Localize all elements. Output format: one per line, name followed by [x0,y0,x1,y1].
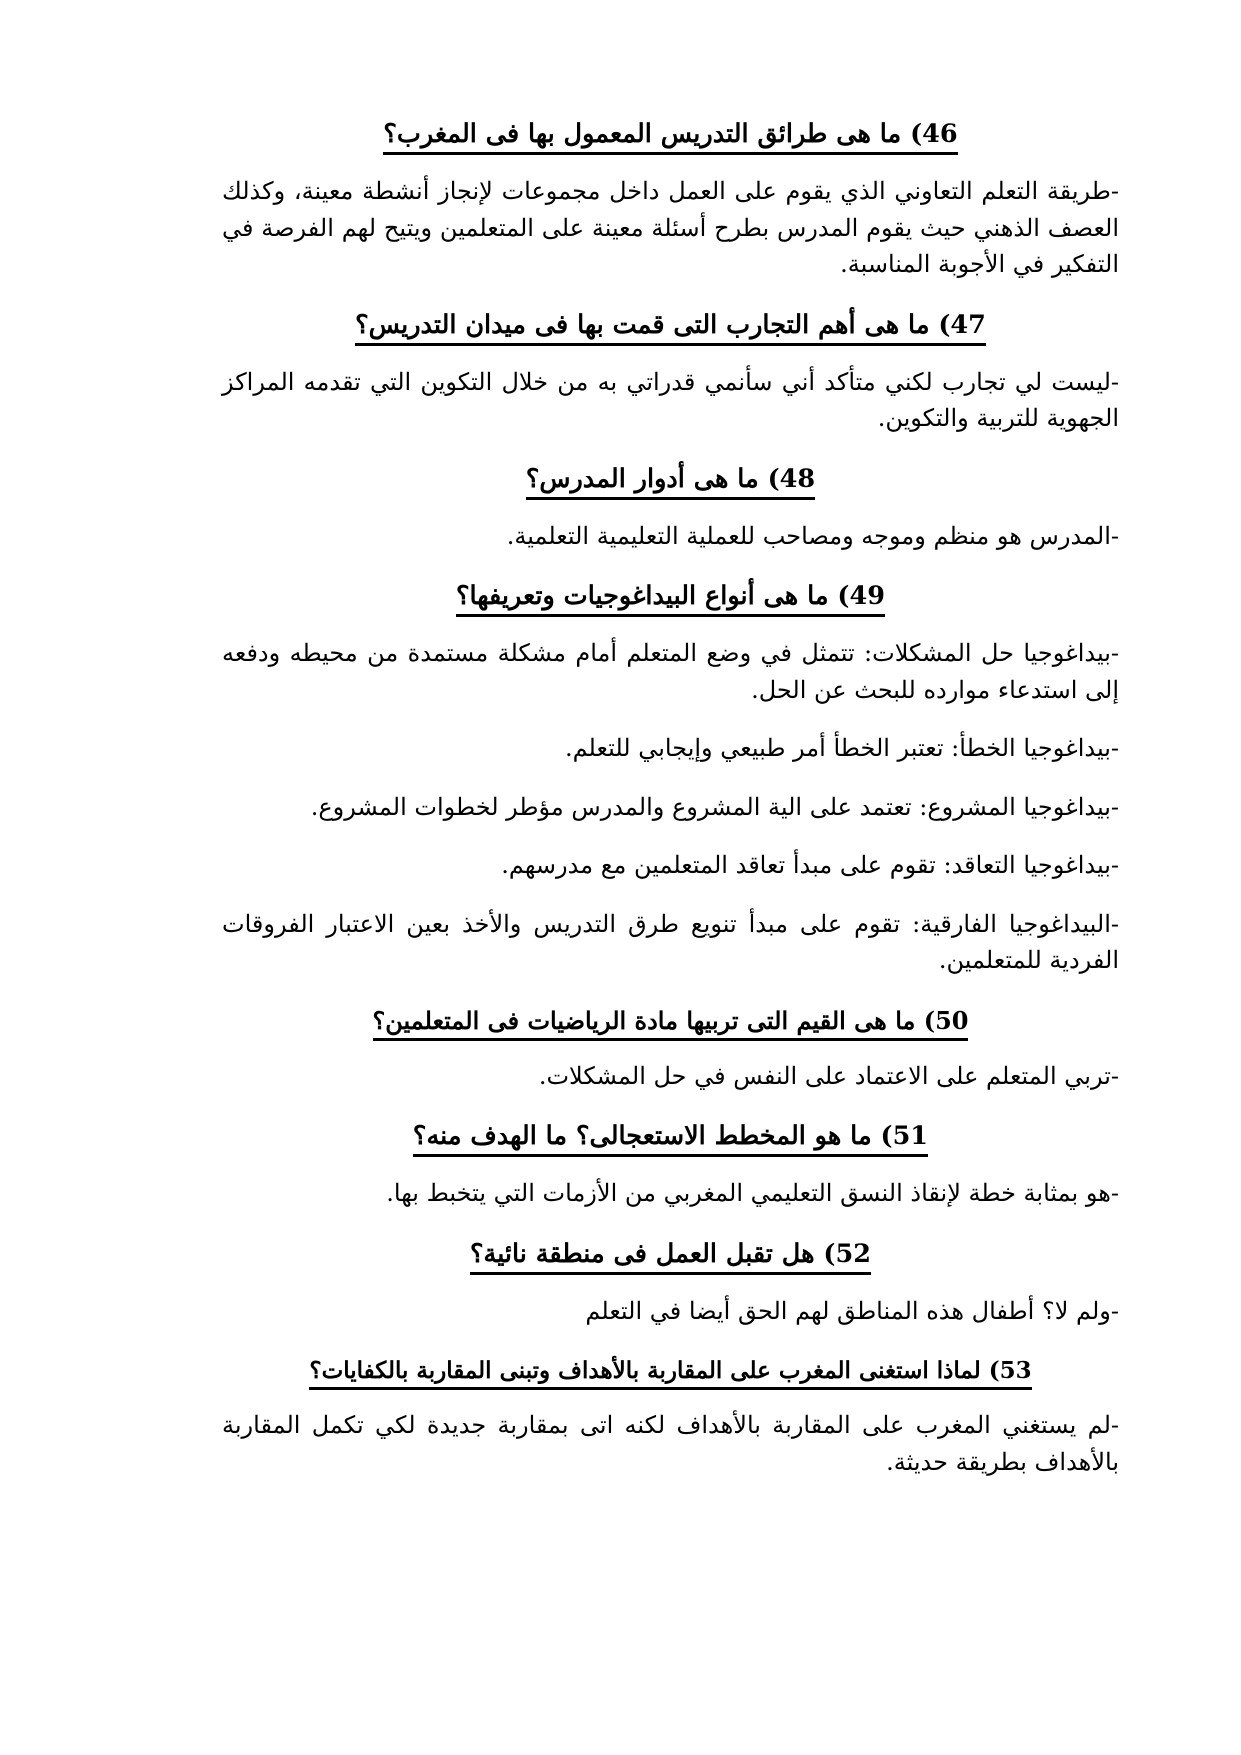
answer-paragraph-49-3: -بيداغوجيا المشروع: تعتمد على الية المشروع والمدرس مؤطر لخطوات المشروع. [310,792,1119,821]
question-heading-52 [222,1238,1119,1273]
answer-paragraph-50-1: -تربي المتعلم على الاعتماد على النفس في حل المشكلات. [538,1061,1119,1090]
question-heading-49 [222,580,1119,615]
question-heading-48-text: 48) ما هى أدوار المدرس؟ [526,464,815,500]
question-heading-47-text: 47) ما هى أهم التجارب التى قمت بها فى ميدان التدريس؟ [355,310,986,346]
answer-paragraph-49-4: -بيداغوجيا التعاقد: تقوم على مبدأ تعاقد المتعلمين مع مدرسهم. [501,851,1119,880]
answer-paragraph-47-1: -ليست لي تجارب لكني متأكد أني سأنمي قدراتي به من خلال التكوين التي تقدمه المراكز الجهوية للتربية والتكوين. [222,367,1119,433]
question-heading-51-text: 51) ما هو المخطط الاستعجالى؟ ما الهدف منه؟ [413,1121,928,1157]
question-heading-49-text: 49) ما هى أنواع البيداغوجيات وتعريفها؟ [456,581,885,617]
question-heading-46-text: 46) ما هى طرائق التدريس المعمول بها فى المغرب؟ [383,119,957,155]
answer-paragraph-48-1: -المدرس هو منظم وموجه ومصاحب للعملية التعليمية التعلمية. [506,521,1119,550]
answer-paragraph-51-1: -هو بمثابة خطة لإنقاذ النسق التعليمي المغربي من الأزمات التي يتخبط بها. [386,1179,1119,1208]
document-body [222,118,1119,1480]
answer-paragraph-49-1: -بيداغوجيا حل المشكلات: تتمثل في وضع المتعلم أمام مشكلة مستمدة من محيطه ودفعه إلى استدعاء موارده للبحث عن الحل. [222,639,1119,704]
answer-paragraph-49-2: -بيداغوجيا الخطأ: تعتبر الخطأ أمر طبيعي وإيجابي للتعلم. [564,734,1119,763]
question-heading-53-text: 53) لماذا استغنى المغرب على المقاربة بالأهداف وتبنى المقاربة بالكفايات؟ [309,1357,1031,1390]
answer-paragraph-53-1: -لم يستغني المغرب على المقاربة بالأهداف لكنه اتى بمقاربة جديدة لكي تكمل المقاربة بالأهداف بطريقة حديثة. [222,1411,1119,1476]
question-heading-48 [222,463,1119,498]
answer-paragraph-46-1: -طريقة التعلم التعاوني الذي يقوم على العمل داخل مجموعات لإنجاز أنشطة معينة، وكذلك العصف الذهني حيث يقوم المدرس بطرح أسئلة معينة على المتعلمين ويتيح لهم الفرصة في التفكير في الأجوبة المناسبة. [222,177,1120,279]
question-heading-52-text: 52) هل تقبل العمل فى منطقة نائية؟ [470,1239,871,1275]
question-heading-50 [222,1005,1119,1038]
question-heading-53 [222,1356,1119,1388]
question-heading-46 [222,118,1119,153]
question-heading-50-text: 50) ما هى القيم التى تربيها مادة الرياضيات فى المتعلمين؟ [373,1006,969,1041]
answer-paragraph-52-1: -ولم لا؟ أطفال هذه المناطق لهم الحق أيضا في التعلم [585,1297,1119,1326]
question-heading-51 [222,1120,1119,1155]
answer-paragraph-49-5: -البيداغوجيا الفارقية: تقوم على مبدأ تنويع طرق التدريس والأخذ بعين الاعتبار الفروقات الفردية للمتعلمين. [222,909,1120,975]
question-heading-47 [222,309,1119,344]
